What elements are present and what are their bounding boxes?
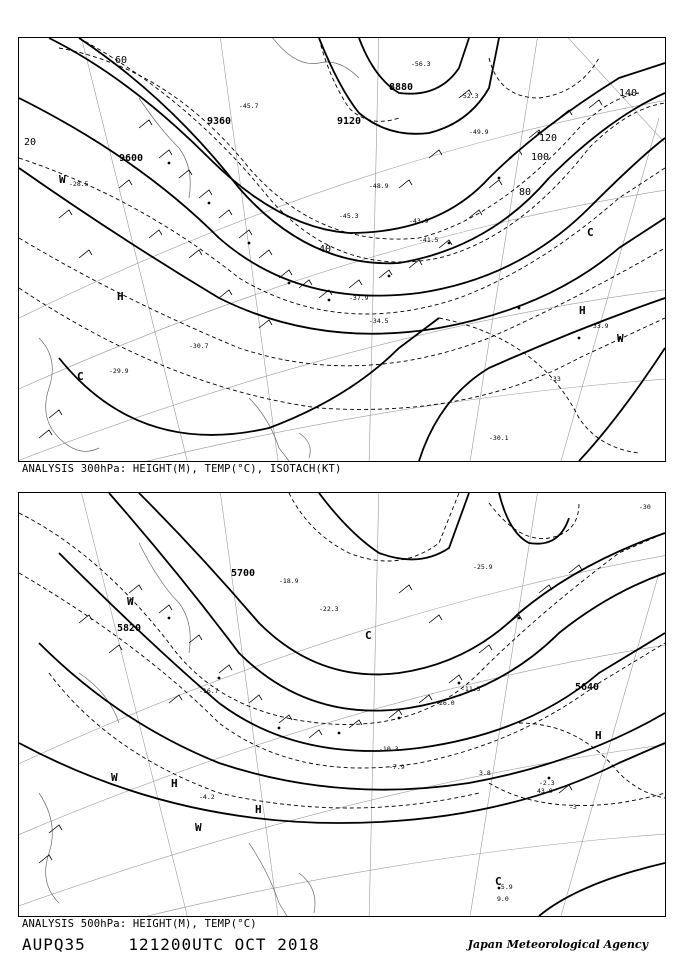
temp-label: -11.5 xyxy=(461,685,481,693)
coastlines xyxy=(39,543,315,916)
height-label: 8880 xyxy=(389,82,414,93)
temp-label: -5.9 xyxy=(497,883,513,891)
warm-center-marker: W xyxy=(127,595,134,608)
station-markers xyxy=(168,617,551,890)
map-panel-300hpa xyxy=(18,37,666,462)
map-canvas-300hpa xyxy=(19,38,665,461)
temp-label: 9.0 xyxy=(497,895,509,903)
temp-label: -48.9 xyxy=(369,182,389,190)
temp-label: -33.9 xyxy=(589,322,609,330)
high-pressure-marker: H xyxy=(579,304,586,317)
pressure-center-group xyxy=(111,595,602,888)
temp-label: -30.7 xyxy=(189,342,209,350)
high-pressure-marker: H xyxy=(171,777,178,790)
agency-name: Japan Meteorological Agency xyxy=(467,938,648,951)
temp-label: -30 xyxy=(639,503,651,511)
temp-label: -56.3 xyxy=(411,60,431,68)
wind-barbs xyxy=(39,90,602,438)
temp-label: -16.7 xyxy=(199,687,219,695)
chart-code: AUPQ35 xyxy=(22,935,86,954)
isotach-label: 20 xyxy=(24,137,37,148)
warm-center-marker: W xyxy=(617,332,624,345)
cold-center-marker: C xyxy=(77,370,84,383)
cold-center-marker: C xyxy=(587,226,594,239)
temp-label: -37.9 xyxy=(349,294,369,302)
isotherm-lines xyxy=(19,493,665,808)
wind-barbs xyxy=(39,565,582,863)
station-markers xyxy=(168,132,621,340)
temp-label: -49.9 xyxy=(469,128,489,136)
temp-label: -45.7 xyxy=(239,102,259,110)
temp-label: 43.0 xyxy=(537,787,553,795)
temp-label: -4.2 xyxy=(199,793,215,801)
map-canvas-500hpa xyxy=(19,493,665,916)
graticule xyxy=(19,493,665,916)
isotach-lines xyxy=(19,38,665,453)
chart-caption-500hpa: ANALYSIS 500hPa: HEIGHT(M), TEMP(°C) xyxy=(22,918,257,930)
warm-center-marker: W xyxy=(59,173,66,186)
temp-label: -22.3 xyxy=(319,605,339,613)
temp-label: -10.3 xyxy=(379,745,399,753)
temp-label: 3.8 xyxy=(479,769,491,777)
temp-label: -25.9 xyxy=(473,563,493,571)
temp-label: -29.9 xyxy=(109,367,129,375)
height-label-group xyxy=(119,82,413,164)
temp-label: -28.5 xyxy=(69,180,89,188)
chart-caption-300hpa: ANALYSIS 300hPa: HEIGHT(M), TEMP(°C), ISOTACH(KT) xyxy=(22,463,342,475)
temp-label: -52.3 xyxy=(459,92,479,100)
height-label: 9120 xyxy=(337,116,362,127)
pressure-center-group xyxy=(59,173,624,383)
temp-label: 26.0 xyxy=(439,699,455,707)
isotach-label: 40 xyxy=(319,244,332,255)
graticule xyxy=(19,38,665,461)
temp-label: -3 xyxy=(569,803,577,811)
temp-label: -45.3 xyxy=(339,212,359,220)
temp-label: -41.5 xyxy=(419,236,439,244)
temp-label: -2.3 xyxy=(539,779,555,787)
isotach-label: 140 xyxy=(619,88,638,99)
temp-label: -30.1 xyxy=(489,434,509,442)
cold-center-marker: C xyxy=(495,875,502,888)
high-pressure-marker: H xyxy=(117,290,124,303)
isotach-label: 120 xyxy=(539,133,558,144)
isotach-label: 80 xyxy=(519,187,532,198)
temp-label: -7.9 xyxy=(389,763,405,771)
map-panel-500hpa xyxy=(18,492,666,917)
height-label: 5640 xyxy=(575,682,600,693)
height-label: 5700 xyxy=(231,568,256,579)
warm-center-marker: W xyxy=(195,821,202,834)
temp-label: -18.9 xyxy=(279,577,299,585)
height-label: 5820 xyxy=(117,623,142,634)
height-label: 9600 xyxy=(119,153,144,164)
height-label: 9360 xyxy=(207,116,232,127)
high-pressure-marker: H xyxy=(595,729,602,742)
valid-time: 121200UTC OCT 2018 xyxy=(128,935,320,954)
height-contours xyxy=(19,38,665,461)
high-pressure-marker: H xyxy=(255,803,262,816)
isotach-label: 100 xyxy=(531,152,550,163)
temperature-label-group xyxy=(199,503,651,903)
cold-center-marker: C xyxy=(365,629,372,642)
isotach-label: 60 xyxy=(115,55,128,66)
temp-label: -34.5 xyxy=(369,317,389,325)
temp-label: -43.9 xyxy=(409,217,429,225)
warm-center-marker: W xyxy=(111,771,118,784)
height-contours xyxy=(19,493,665,916)
temp-label: -33 xyxy=(549,375,561,383)
chart-identifier xyxy=(22,935,320,954)
